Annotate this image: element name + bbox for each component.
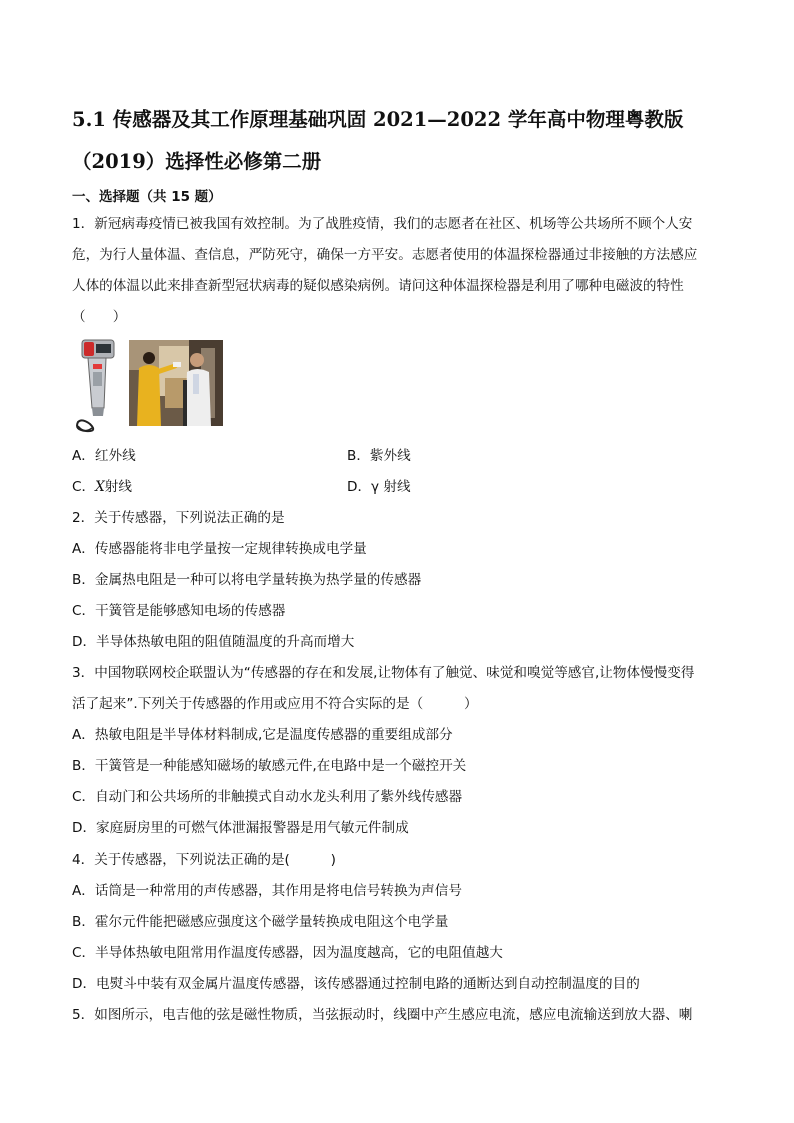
- q2-option-d: D．半导体热敏电阻的阻值随温度的升高而增大: [72, 634, 355, 650]
- q1-option-a: A．红外线: [72, 448, 136, 464]
- q1-option-c: [72, 477, 132, 497]
- q3-option-d: D．家庭厨房里的可燃气体泄漏报警器是用气敏元件制成: [72, 820, 409, 836]
- q4-option-a: A．话筒是一种常用的声传感器，其作用是将电信号转换为声信号: [72, 883, 462, 899]
- q3-option-a: A．热敏电阻是半导体材料制成,它是温度传感器的重要组成部分: [72, 727, 453, 743]
- q5-stem-line-1: 5．如图所示，电吉他的弦是磁性物质，当弦振动时，线圈中产生感应电流，感应电流输送到放大器、喇: [72, 1007, 693, 1023]
- q1-option-c-suffix: 射线: [104, 479, 132, 495]
- temperature-check-photo: [129, 340, 223, 426]
- q2-option-c: C．干簧管是能够感知电场的传感器: [72, 603, 286, 619]
- q2-option-b: B．金属热电阻是一种可以将电学量转换为热学量的传感器: [72, 572, 422, 588]
- q1-stem-line-3: 人体的体温以此来排查新型冠状病毒的疑似感染病例。请问这种体温探检器是利用了哪种电磁波的特性: [72, 278, 684, 294]
- doc-title-line-2: （2019）选择性必修第二册: [72, 150, 322, 173]
- q4-option-c: C．半导体热敏电阻常用作温度传感器，因为温度越高，它的电阻值越大: [72, 945, 503, 961]
- q4-option-b: B．霍尔元件能把磁感应强度这个磁学量转换成电阻这个电学量: [72, 914, 449, 930]
- section-heading: 一、选择题（共 15 题）: [72, 189, 222, 205]
- q4-stem: 4．关于传感器，下列说法正确的是( ): [72, 852, 336, 868]
- q3-stem-line-2: 活了起来”.下列关于传感器的作用或应用不符合实际的是（ ）: [72, 696, 478, 712]
- q1-option-c-prefix: C．: [72, 479, 96, 495]
- q3-option-b: B．干簧管是一种能感知磁场的敏感元件,在电路中是一个磁控开关: [72, 758, 467, 774]
- q3-stem-line-1: 3．中国物联网校企联盟认为“传感器的存在和发展,让物体有了触觉、味觉和嗅觉等感官,让物体慢慢变得: [72, 665, 695, 681]
- q2-option-a: A．传感器能将非电学量按一定规律转换成电学量: [72, 541, 367, 557]
- q1-answer-blank: （ ）: [72, 309, 127, 325]
- q1-option-c-variable: X: [95, 479, 105, 495]
- q1-stem-line-1: 1．新冠病毒疫情已被我国有效控制。为了战胜疫情，我们的志愿者在社区、机场等公共场所不顾个人安: [72, 216, 693, 232]
- q4-option-d: D．电熨斗中装有双金属片温度传感器，该传感器通过控制电路的通断达到自动控制温度的目的: [72, 976, 640, 992]
- q3-option-c: C．自动门和公共场所的非触摸式自动水龙头利用了紫外线传感器: [72, 789, 463, 805]
- q2-stem: 2．关于传感器，下列说法正确的是: [72, 510, 285, 526]
- q1-option-d: D．γ 射线: [347, 479, 411, 495]
- q1-option-b: B．紫外线: [347, 448, 411, 464]
- infrared-thermometer-image: [70, 338, 118, 434]
- doc-title-line-1: 5.1 传感器及其工作原理基础巩固 2021—2022 学年高中物理粤教版: [72, 108, 684, 131]
- q1-stem-line-2: 危，为行人量体温、查信息，严防死守，确保一方平安。志愿者使用的体温探检器通过非接触的方法感应: [72, 247, 698, 263]
